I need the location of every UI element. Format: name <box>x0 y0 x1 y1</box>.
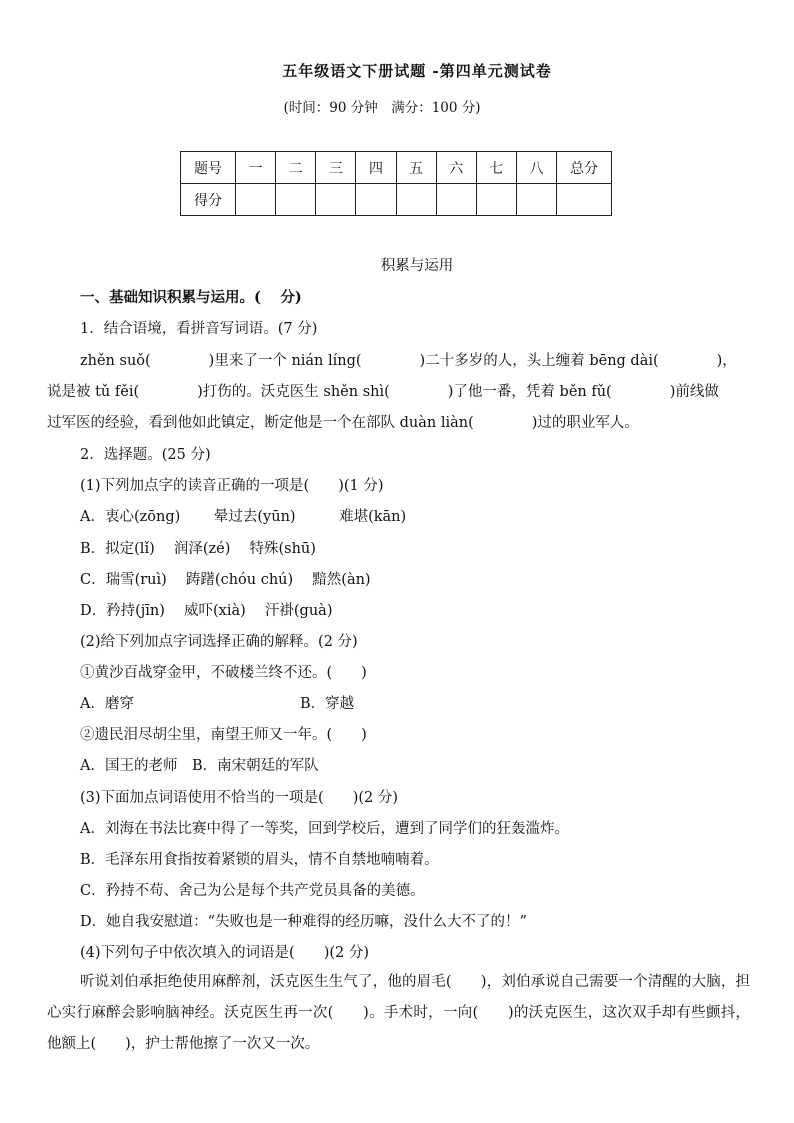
exam-title: 五年级语文下册试题 -第四单元测试卷 <box>282 62 552 80</box>
table-cell: 二 <box>276 152 316 184</box>
score-table-score-row <box>181 184 612 216</box>
table-cell: 七 <box>476 152 516 184</box>
q2-1-option-d: D．矜持(jīn) 威吓(xià) 汗褂(guà) <box>80 603 333 619</box>
table-cell: 一 <box>236 152 276 184</box>
table-cell: 四 <box>356 152 396 184</box>
table-cell: 五 <box>396 152 436 184</box>
score-entry-cell[interactable] <box>436 184 476 216</box>
table-cell: 六 <box>436 152 476 184</box>
q1-line: 说是被 tǔ fěi( )打伤的。沃克医生 shěn shì( )了他一番，凭着 běn fǔ( )前线做 <box>47 384 719 400</box>
score-table-header-row <box>181 152 612 184</box>
q2-2-sub1-option-a: A．磨穿 <box>80 696 134 712</box>
section-title: 积累与运用 <box>380 258 454 274</box>
q1-line: zhěn suǒ( )里来了一个 nián líng( )二十多岁的人，头上缠着 bēng dài( )， <box>80 353 737 369</box>
part1-heading: 一、基础知识积累与运用。( 分) <box>80 289 302 306</box>
score-entry-cell[interactable] <box>516 184 556 216</box>
score-entry-cell[interactable] <box>476 184 516 216</box>
score-entry-cell[interactable] <box>557 184 612 216</box>
q1-line: 过军医的经验，看到他如此镇定，断定他是一个在部队 duàn liàn( )过的职业军人。 <box>47 415 639 431</box>
q2-1-option-c: C．瑞雪(ruì) 踌躇(chóu chú) 黯然(àn) <box>80 572 371 588</box>
score-table <box>180 151 612 216</box>
q2-3-option-c: C．矜持不苟、舍己为公是每个共产党员具备的美德。 <box>80 883 425 899</box>
score-entry-cell[interactable] <box>236 184 276 216</box>
q2-2-sub2-options: A．国王的老师 B．南宋朝廷的军队 <box>80 758 319 774</box>
q2-4-stem: (4)下列句子中依次填入的词语是( )(2 分) <box>80 945 370 961</box>
q2-2-sub2: ②遗民泪尽胡尘里，南望王师又一年。( ) <box>80 727 367 743</box>
table-cell: 总分 <box>557 152 612 184</box>
q2-1-stem: (1)下列加点字的读音正确的一项是( )(1 分) <box>80 478 384 494</box>
table-cell: 八 <box>516 152 556 184</box>
q2-title: 2．选择题。(25 分) <box>80 447 211 463</box>
exam-subtitle: (时间：90 分钟 满分：100 分) <box>283 100 481 116</box>
score-entry-cell[interactable] <box>356 184 396 216</box>
score-entry-cell[interactable] <box>396 184 436 216</box>
table-cell: 题号 <box>181 152 236 184</box>
q2-3-stem: (3)下面加点词语使用不恰当的一项是( )(2 分) <box>80 790 399 806</box>
table-cell: 得分 <box>181 184 236 216</box>
q2-3-option-b: B．毛泽东用食指按着紧锁的眉头，情不自禁地喃喃着。 <box>80 852 439 868</box>
q2-4-paragraph-text: 听说刘伯承拒绝使用麻醉剂，沃克医生生气了，他的眉毛( )，刘伯承说自己需要一个清醒的大脑，担心实行麻醉会影响脑神经。沃克医生再一次( )。手术时，一向( )的沃克医生，这次双手却有些颤抖，他额上( )，护士帮他擦了一次又一次。 <box>47 974 750 1052</box>
q2-2-sub1: ①黄沙百战穿金甲，不破楼兰终不还。( ) <box>80 665 367 681</box>
q2-2-stem: (2)给下列加点字词选择正确的解释。(2 分) <box>80 634 358 650</box>
q2-3-option-a: A．刘海在书法比赛中得了一等奖，回到学校后，遭到了同学们的狂轰滥炸。 <box>80 821 569 837</box>
score-entry-cell[interactable] <box>276 184 316 216</box>
score-entry-cell[interactable] <box>316 184 356 216</box>
q2-3-option-d: D．她自我安慰道：“失败也是一种难得的经历嘛，没什么大不了的！” <box>80 914 527 930</box>
q1-title: 1．结合语境，看拼音写词语。(7 分) <box>80 321 318 337</box>
q2-2-sub1-option-b: B．穿越 <box>300 696 355 712</box>
table-cell: 三 <box>316 152 356 184</box>
q2-4-paragraph <box>47 967 750 1060</box>
q2-1-option-a: A．衷心(zōng) 晕过去(yūn) 难堪(kān) <box>80 509 407 525</box>
q2-1-option-b: B．拟定(lǐ) 润泽(zé) 特殊(shū) <box>80 541 316 557</box>
